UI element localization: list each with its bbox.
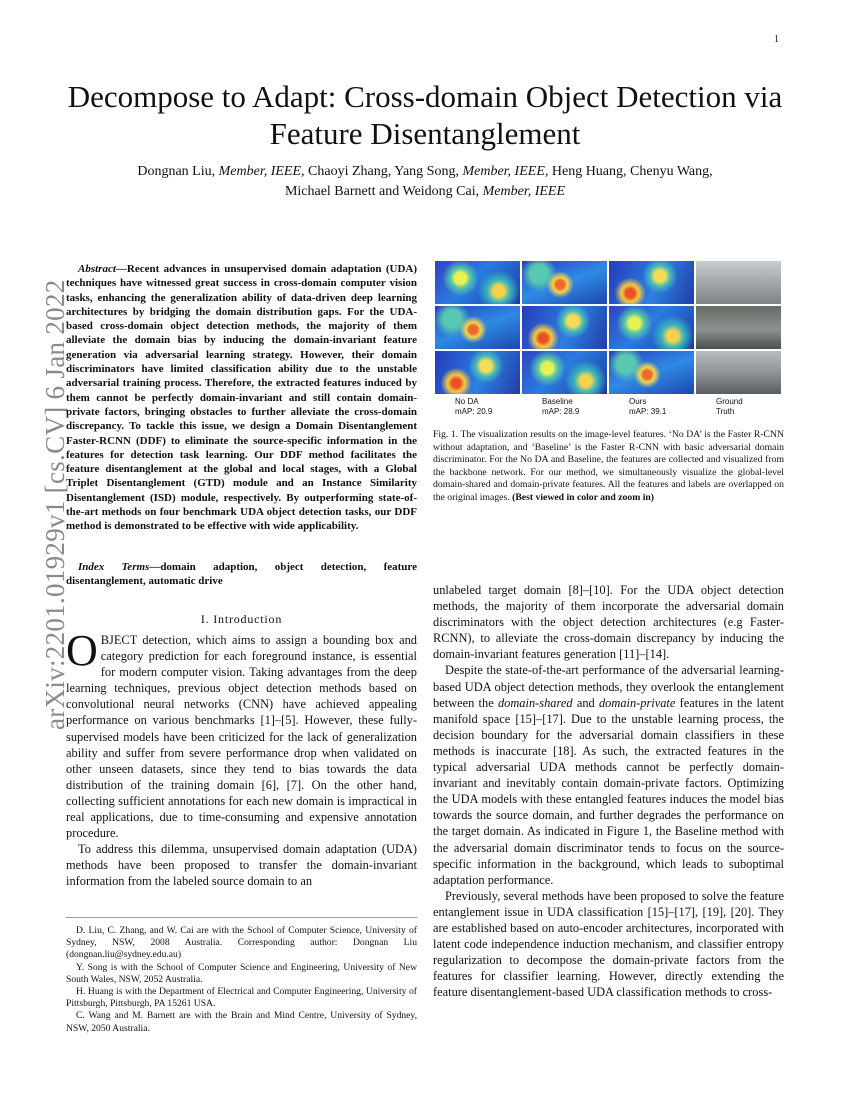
author-text: Heng Huang, Chenyu Wang, <box>548 164 713 179</box>
ground-truth-image <box>696 261 781 304</box>
intro-body <box>66 626 417 890</box>
author-text: Chaoyi Zhang, Yang Song, <box>304 164 463 179</box>
page-number: 1 <box>774 34 779 45</box>
footnote: Y. Song is with the School of Computer Science and Engineering, University of New South Wales, NSW, 2052 Australia. <box>66 961 417 985</box>
abstract-text: —Recent advances in unsupervised domain adaptation (UDA) techniques have witnessed great success in cross-domain computer vision tasks, enhancing the generalization ability of data-driven deep learning architectures by bridging the domain distribution gaps. For the UDA-based cross-domain object detection methods, the majority of them alleviate the domain bias by inducing the domain-invariant feature generation via adversarial learning strategy. However, their domain discriminators have limited classification ability due to the unstable adversarial training process. Therefore, the extracted features induced by them cannot be perfectly domain-invariant and still contain domain-private factors, bringing obstacles to further alleviate the cross-domain discrepancy. To tackle this issue, we design a Domain Disentanglement Faster-RCNN (DDF) to eliminate the source-specific information in the features for detection task learning. Our DDF method facilitates the feature disentanglement at the global and local stages, with a Global Triplet Disentanglement (GTD) module and an Instance Similarity Disentanglement (ISD) module, respectively. By outperforming state-of-the-art methods on four benchmark UDA object detection tasks, our DDF method is demonstrated to be effective with wide applicability. <box>66 263 417 533</box>
figure-label-line: mAP: 39.1 <box>629 407 667 416</box>
figure-1 <box>435 261 783 417</box>
feature-heatmap <box>435 261 520 304</box>
figure-label-line: mAP: 28.9 <box>542 407 580 416</box>
abstract-label: Abstract <box>78 263 116 275</box>
figure-label-line: mAP: 20.9 <box>455 407 493 416</box>
author-line-1 <box>60 162 790 182</box>
index-terms-text: —domain adaption, object detection, feature disentanglement, automatic drive <box>66 561 417 588</box>
figure-label <box>435 397 522 417</box>
body-text: Despite the state-of-the-art performance of the adversarial learning-based UDA object detection methods, they overlook the entanglement between the <box>433 663 784 710</box>
author-affiliation: Member, IEEE, <box>462 164 549 179</box>
feature-heatmap <box>609 306 694 349</box>
footnote: C. Wang and M. Barnett are with the Brain and Mind Centre, University of Sydney, NSW, 2050 Australia. <box>66 1010 417 1034</box>
footnotes <box>66 925 417 1035</box>
intro-paragraph: To address this dilemma, unsupervised domain adaptation (UDA) methods have been proposed to transfer the domain-invariant information from the labeled source domain to an <box>66 842 417 889</box>
author-text: Michael Barnett and Weidong Cai, <box>284 184 483 199</box>
feature-heatmap <box>435 351 520 394</box>
intro-paragraph-text: BJECT detection, which aims to assign a bounding box and category prediction for each foreground instance, is essential for modern computer vision. Taking advantages from the deep learning techniques, previous object detection methods based on convolutional neural networks (CNN) have achieved appealing performance on various benchmarks [1]–[5]. However, these fully-supervised models have been criticized for the lack of generalization ability and suffer from severe performance drop when validated on other unseen datasets, since they tend to bias towards the data distribution of the training domain [6], [7]. On the other hand, collecting sufficient annotations for each new domain is impractical in real applications, due to time-consuming and expensive annotation procedure. <box>66 633 417 841</box>
index-terms <box>66 560 417 589</box>
feature-heatmap <box>522 306 607 349</box>
figure-caption-bold: (Best viewed in color and zoom in) <box>512 491 655 503</box>
author-list <box>60 162 790 202</box>
feature-heatmap <box>609 261 694 304</box>
author-text: Dongnan Liu, <box>137 164 219 179</box>
footnote: H. Huang is with the Department of Electrical and Computer Engineering, University of Pittsburgh, Pittsburgh, PA 15261 USA. <box>66 986 417 1010</box>
body-text: features in the latent manifold space [15]–[17]. Due to the unstable learning process, the decision boundary for the adversarial domain classifiers in these methods is inaccurate [18]. As such, the extracted features in the typical adversarial UDA methods cannot be perfectly domain-invariant and inevitably contain domain-private factors. Optimizing the UDA models with these entangled features induces the model bias towards the source domain, and further degrades the performance on the target domain. As indicated in Figure 1, the Baseline method with the adversarial domain discriminator tends to focus on the source-specific information in the background, which leads to suboptimal adaptation performance. <box>433 695 784 887</box>
feature-heatmap <box>522 351 607 394</box>
figure-label-line: Baseline <box>542 397 573 406</box>
figure-label-line: Ours <box>629 397 647 406</box>
feature-heatmap <box>609 351 694 394</box>
footnote: D. Liu, C. Zhang, and W. Cai are with the School of Computer Science, University of Sydney, NSW, 2008 Australia. Corresponding author: Dongnan Liu (dongnan.liu@sydney.edu.au) <box>66 925 417 961</box>
figure-caption <box>433 429 784 504</box>
body-paragraph <box>433 662 784 887</box>
figure-image-grid <box>435 261 783 394</box>
author-affiliation: Member, IEEE <box>482 184 566 199</box>
figure-label-line: No DA <box>455 397 479 406</box>
figure-label <box>609 397 696 417</box>
feature-heatmap <box>522 261 607 304</box>
index-terms-label: Index Terms <box>78 561 150 573</box>
arxiv-identifier: arXiv:2201.01929v1 [cs.CV] 6 Jan 2022 <box>40 279 70 730</box>
body-paragraph: unlabeled target domain [8]–[10]. For the UDA object detection methods, the majority of them incorporate the adversarial domain discriminators with the object detection architectures (e.g Faster-RCNN), to alleviate the cross-domain discrepancy by inducing the domain-invariant features generation [11]–[14]. <box>433 583 784 662</box>
figure-label <box>696 397 783 417</box>
math-term: domain-private <box>598 695 676 710</box>
figure-label <box>522 397 609 417</box>
author-affiliation: Member, IEEE, <box>218 164 305 179</box>
figure-label-line: Truth <box>716 407 735 416</box>
body-text: and <box>572 695 599 710</box>
intro-paragraph <box>66 626 417 841</box>
footnote-divider <box>66 917 417 918</box>
body-paragraph: Previously, several methods have been proposed to solve the feature entanglement issue in UDA classification [15]–[17], [19], [20]. They are established based on auto-encoder architectures, incorporated with latent code independence induction mechanism, and classifier entropy regularization to decompose the domain-private factors from the features for classifier learning. However, directly extending the feature disentanglement-based UDA classification methods to cross- <box>433 888 784 1000</box>
drop-cap: O <box>66 626 98 675</box>
ground-truth-image <box>696 306 781 349</box>
right-column-body <box>433 582 784 1000</box>
figure-column-labels <box>435 397 783 417</box>
paper-title: Decompose to Adapt: Cross-domain Object Detection via Feature Disentanglement <box>67 79 783 151</box>
ground-truth-image <box>696 351 781 394</box>
author-line-2 <box>60 182 790 202</box>
math-term: domain-shared <box>497 695 573 710</box>
section-heading: I. Introduction <box>200 612 283 626</box>
feature-heatmap <box>435 306 520 349</box>
figure-caption-text: Fig. 1. The visualization results on the image-level features. ‘No DA’ is the Faster R-CNN without adaptation, and ‘Baseline’ is the Faster R-CNN with basic adversarial domain discriminator. For the No DA and Baseline, the features are collected and visualized from the backbone network. For our method, we simultaneously visualize the global-level domain-shared and domain-private features. All the features and labels are overlapped on the original images. <box>433 429 784 503</box>
abstract <box>66 262 417 534</box>
figure-label-line: Ground <box>716 397 743 406</box>
